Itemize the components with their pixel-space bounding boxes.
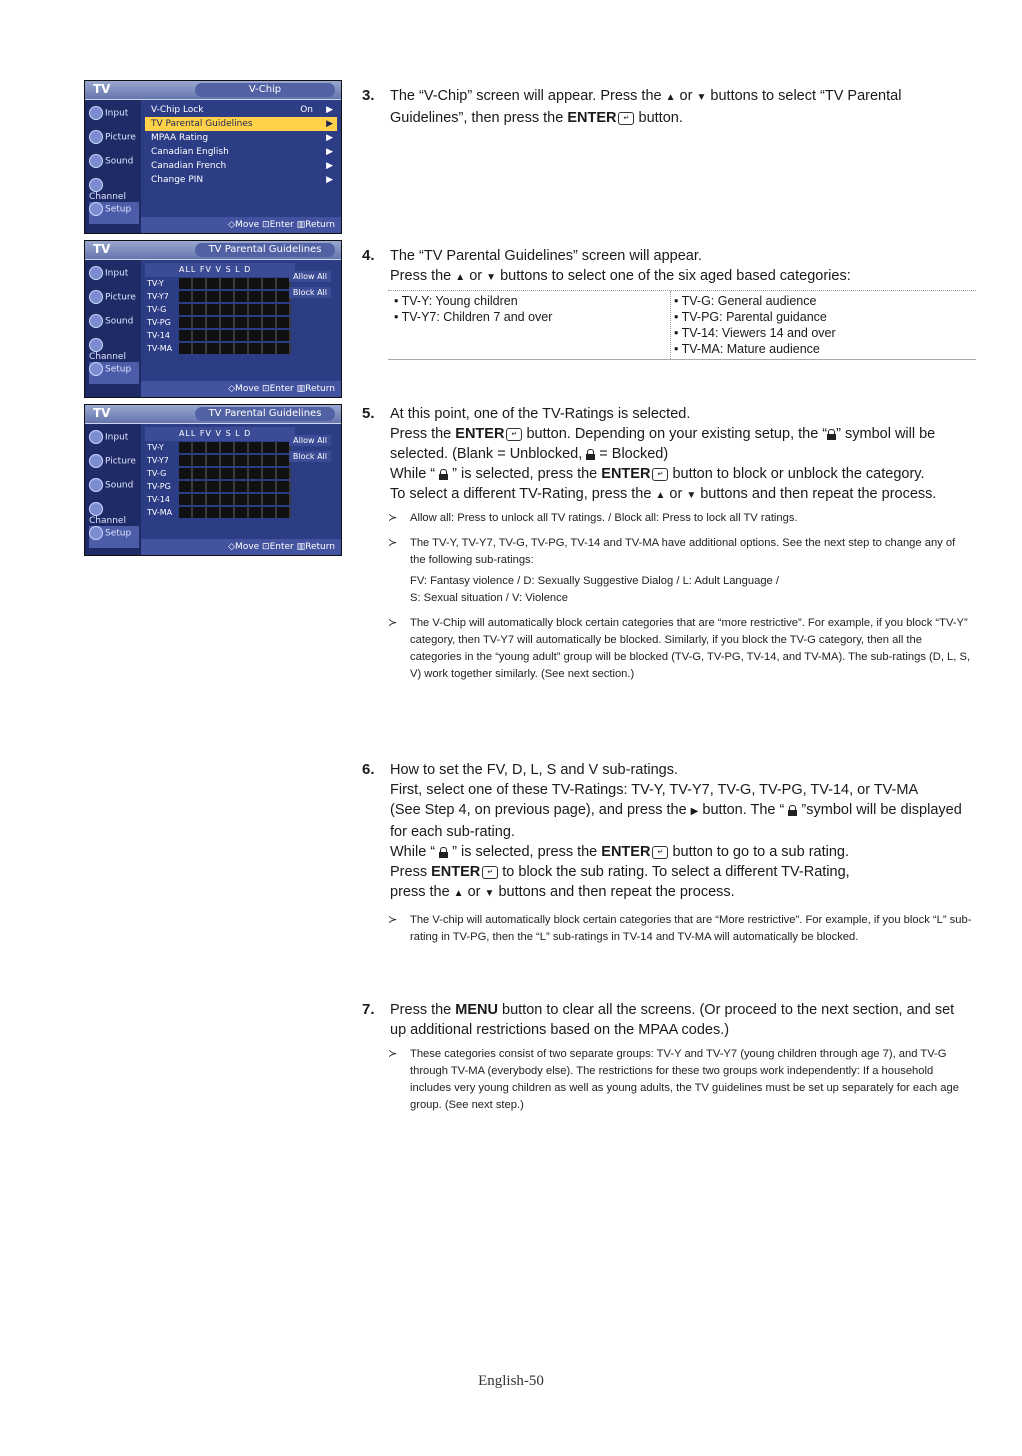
allow-all-button[interactable]: Allow All <box>289 435 331 446</box>
step-4 <box>362 246 972 288</box>
side-item-picture[interactable]: Picture <box>89 130 139 152</box>
sound-icon <box>89 314 103 328</box>
menu-row-canadian-french[interactable]: Canadian French ▶ <box>151 161 333 171</box>
step-text: (See Step 4, on previous page), and press the ▶ button. The “ ”symbol will be displayed for each sub-rating. <box>390 802 962 840</box>
step-text: First, select one of these TV-Ratings: TV-Y, TV-Y7, TV-G, TV-PG, TV-14, or TV-MA <box>390 782 919 798</box>
menu-row-tv-parental-guidelines[interactable]: TV Parental Guidelines ▶ <box>145 117 337 131</box>
screen-title: TV Parental Guidelines <box>195 407 335 421</box>
rating-row-tv-ma[interactable]: TV-MA <box>145 342 295 355</box>
enter-icon: ↵ <box>506 428 522 441</box>
up-arrow-icon: ▲ <box>655 490 666 501</box>
side-item-input[interactable]: Input <box>89 266 139 288</box>
side-item-sound[interactable]: Sound <box>89 314 139 336</box>
lock-icon <box>788 805 797 816</box>
side-menu <box>85 100 141 233</box>
tv-label: TV <box>93 82 111 96</box>
step-text: How to set the FV, D, L, S and V sub-ratings. <box>390 762 678 778</box>
lock-icon <box>827 429 836 440</box>
chevron-right-icon: ▶ <box>326 161 333 171</box>
screen-title: V-Chip <box>195 83 335 97</box>
note-arrow-icon: ≻ <box>388 1048 398 1060</box>
step-text: press the ▲ or ▼ buttons and then repeat the process. <box>390 884 735 900</box>
chevron-right-icon: ▶ <box>326 147 333 157</box>
top-bar <box>85 405 341 424</box>
category-column-right <box>674 293 836 357</box>
top-bar <box>85 81 341 100</box>
down-arrow-icon: ▼ <box>484 888 495 899</box>
chevron-right-icon: ▶ <box>326 105 333 115</box>
side-menu <box>85 424 141 555</box>
step-text: At this point, one of the TV-Ratings is selected. <box>390 406 691 422</box>
step-5 <box>362 404 972 683</box>
side-item-sound[interactable]: Sound <box>89 154 139 176</box>
rating-row-tv-pg[interactable]: TV-PG <box>145 480 295 493</box>
rating-grid <box>145 263 295 355</box>
category-column-left <box>394 293 552 325</box>
chevron-right-icon: ▶ <box>326 119 333 129</box>
tv-label: TV <box>93 406 111 420</box>
side-item-sound[interactable]: Sound <box>89 478 139 500</box>
category-item: • TV-14: Viewers 14 and over <box>674 326 836 340</box>
step-text: Press the MENU button to clear all the screens. (Or proceed to the next section, and set up additional restrictions based on the MPAA codes.) <box>390 1002 955 1038</box>
step-6 <box>362 760 972 946</box>
block-all-button[interactable]: Block All <box>289 451 331 462</box>
lock-icon <box>439 847 448 858</box>
menu-row-canadian-english[interactable]: Canadian English ▶ <box>151 147 333 157</box>
sub-rating-list: FV: Fantasy violence / D: Sexually Suggestive Dialog / L: Adult Language / S: Sexual situation / V: Violence <box>410 575 779 604</box>
grid-header: ALL FV V S L D <box>145 263 295 277</box>
up-arrow-icon: ▲ <box>453 888 464 899</box>
note: ≻ The V-chip will automatically block certain categories that are “More restrictive”. For example, if you block “L” sub-rating in TV-PG, then the “L” sub-ratings in TV-14 and TV-MA will automatically be blocked. <box>388 914 972 943</box>
note-arrow-icon: ≻ <box>388 914 398 926</box>
step-number: 3. <box>362 87 375 104</box>
down-arrow-icon: ▼ <box>486 272 497 283</box>
input-icon <box>89 430 103 444</box>
menu-row-mpaa-rating[interactable]: MPAA Rating ▶ <box>151 133 333 143</box>
lock-icon <box>439 469 448 480</box>
category-item: • TV-MA: Mature audience <box>674 342 820 356</box>
sound-icon <box>89 154 103 168</box>
rating-grid <box>145 427 295 519</box>
note-arrow-icon: ≻ <box>388 617 398 629</box>
side-item-input[interactable]: Input <box>89 106 139 128</box>
step-text: The “V-Chip” screen will appear. Press the ▲ or ▼ buttons to select “TV Parental Guidelines”, then press the ENTER ↵ button. <box>390 88 902 126</box>
note: ≻ The TV-Y, TV-Y7, TV-G, TV-PG, TV-14 and TV-MA have additional options. See the next step to change any of the following sub-ratings: <box>388 537 956 566</box>
side-item-channel[interactable]: Channel <box>89 338 139 360</box>
note: ≻ Allow all: Press to unlock all TV ratings. / Block all: Press to lock all TV ratings. <box>388 510 972 527</box>
enter-icon: ↵ <box>482 866 498 879</box>
ratings-panel <box>145 263 337 379</box>
input-icon <box>89 266 103 280</box>
down-arrow-icon: ▼ <box>696 92 707 103</box>
vchip-screenshot <box>84 80 342 234</box>
nav-hint-bar: ◇Move ⊡Enter ▥Return <box>141 539 341 555</box>
rating-row-tv-y7[interactable]: TV-Y7 <box>145 290 295 303</box>
step-7 <box>362 1000 972 1114</box>
down-arrow-icon: ▼ <box>686 490 697 501</box>
channel-icon <box>89 178 103 192</box>
category-item: • TV-Y7: Children 7 and over <box>394 310 553 324</box>
page-number: English-50 <box>478 1373 544 1389</box>
step-text: Press the ENTER ↵ button. Depending on your existing setup, the “ ” symbol will be selected. (Blank = Unblocked, = Blocked) <box>390 426 936 462</box>
grid-header: ALL FV V S L D <box>145 427 295 441</box>
rating-row-tv-14[interactable]: TV-14 <box>145 493 295 506</box>
step-3 <box>362 86 972 128</box>
channel-icon <box>89 338 103 352</box>
chevron-right-icon: ▶ <box>326 133 333 143</box>
step-text: While “ ” is selected, press the ENTER ↵ button to go to a sub rating. <box>390 844 850 860</box>
side-item-setup[interactable]: Setup <box>89 362 139 384</box>
rating-row-tv-g[interactable]: TV-G <box>145 467 295 480</box>
step-number: 5. <box>362 405 375 422</box>
note: ≻ These categories consist of two separate groups: TV-Y and TV-Y7 (young children through age 7), and TV-G through TV-MA (everybody else). The restrictions for these two groups work independently: If a household includes very young children as well as young adults, the TV guidelines must be set up separately for each age group. (See next step.) <box>388 1048 959 1111</box>
divider <box>670 291 671 359</box>
allow-all-button[interactable]: Allow All <box>289 271 331 282</box>
step-number: 7. <box>362 1001 375 1018</box>
rating-row-tv-14[interactable]: TV-14 <box>145 329 295 342</box>
enter-icon: ↵ <box>652 468 668 481</box>
category-item: • TV-Y: Young children <box>394 294 518 308</box>
category-item: • TV-G: General audience <box>674 294 817 308</box>
lock-icon <box>586 449 595 460</box>
note: ≻ The V-Chip will automatically block certain categories that are “more restrictive”. For example, if you block “TV-Y” category, then TV-Y7 will automatically be blocked. Similarly, if you block the TV-G category, then all the categories in the “young adult” group will be blocked (TV-G, TV-PG, TV-14, and TV-MA). The sub-ratings (D, L, S, V) work together similarly. (See next section.) <box>388 617 971 680</box>
category-table <box>388 290 976 360</box>
guidelines-screenshot-2 <box>84 404 342 556</box>
rating-row-tv-pg[interactable]: TV-PG <box>145 316 295 329</box>
tv-label: TV <box>93 242 111 256</box>
up-arrow-icon: ▲ <box>665 92 676 103</box>
top-bar <box>85 241 341 260</box>
picture-icon <box>89 130 103 144</box>
menu-row-change-pin[interactable]: Change PIN ▶ <box>151 175 333 185</box>
setup-icon <box>89 526 103 540</box>
rating-row-tv-g[interactable]: TV-G <box>145 303 295 316</box>
picture-icon <box>89 290 103 304</box>
step-number: 4. <box>362 247 375 264</box>
sound-icon <box>89 478 103 492</box>
side-item-channel[interactable]: Channel <box>89 178 139 200</box>
side-item-setup[interactable]: Setup <box>89 202 139 224</box>
step-number: 6. <box>362 761 375 778</box>
nav-hint-bar: ◇Move ⊡Enter ▥Return <box>141 217 341 233</box>
note-arrow-icon: ≻ <box>388 512 398 524</box>
setup-icon <box>89 362 103 376</box>
enter-icon: ↵ <box>618 112 634 125</box>
rating-row-tv-ma[interactable]: TV-MA <box>145 506 295 519</box>
guidelines-screenshot <box>84 240 342 398</box>
ratings-panel <box>145 427 337 537</box>
step-text: Press ENTER ↵ to block the sub rating. To select a different TV-Rating, <box>390 864 850 880</box>
enter-icon: ↵ <box>652 846 668 859</box>
step-text: To select a different TV-Rating, press the ▲ or ▼ buttons and then repeat the process. <box>390 486 937 502</box>
block-all-button[interactable]: Block All <box>289 287 331 298</box>
side-item-channel[interactable]: Channel <box>89 502 139 524</box>
chevron-right-icon: ▶ <box>326 175 333 185</box>
picture-icon <box>89 454 103 468</box>
right-arrow-icon: ▶ <box>690 806 699 817</box>
side-item-input[interactable]: Input <box>89 430 139 452</box>
up-arrow-icon: ▲ <box>455 272 466 283</box>
nav-hint-bar: ◇Move ⊡Enter ▥Return <box>141 381 341 397</box>
step-text: While “ ” is selected, press the ENTER ↵ button to block or unblock the category. <box>390 466 925 482</box>
channel-icon <box>89 502 103 516</box>
side-item-picture[interactable]: Picture <box>89 290 139 312</box>
screen-title: TV Parental Guidelines <box>195 243 335 257</box>
category-item: • TV-PG: Parental guidance <box>674 310 827 324</box>
rating-row-tv-y[interactable]: TV-Y <box>145 277 295 290</box>
menu-row-vchip-lock[interactable]: V-Chip Lock On ▶ <box>151 105 333 115</box>
rating-row-tv-y7[interactable]: TV-Y7 <box>145 454 295 467</box>
side-item-picture[interactable]: Picture <box>89 454 139 476</box>
input-icon <box>89 106 103 120</box>
rating-row-tv-y[interactable]: TV-Y <box>145 441 295 454</box>
side-item-setup[interactable]: Setup <box>89 526 139 548</box>
setup-icon <box>89 202 103 216</box>
step-text: Press the ▲ or ▼ buttons to select one of the six aged based categories: <box>390 268 851 284</box>
note-arrow-icon: ≻ <box>388 537 398 549</box>
vchip-menu <box>145 103 337 215</box>
step-text: The “TV Parental Guidelines” screen will appear. <box>390 248 702 264</box>
side-menu <box>85 260 141 397</box>
